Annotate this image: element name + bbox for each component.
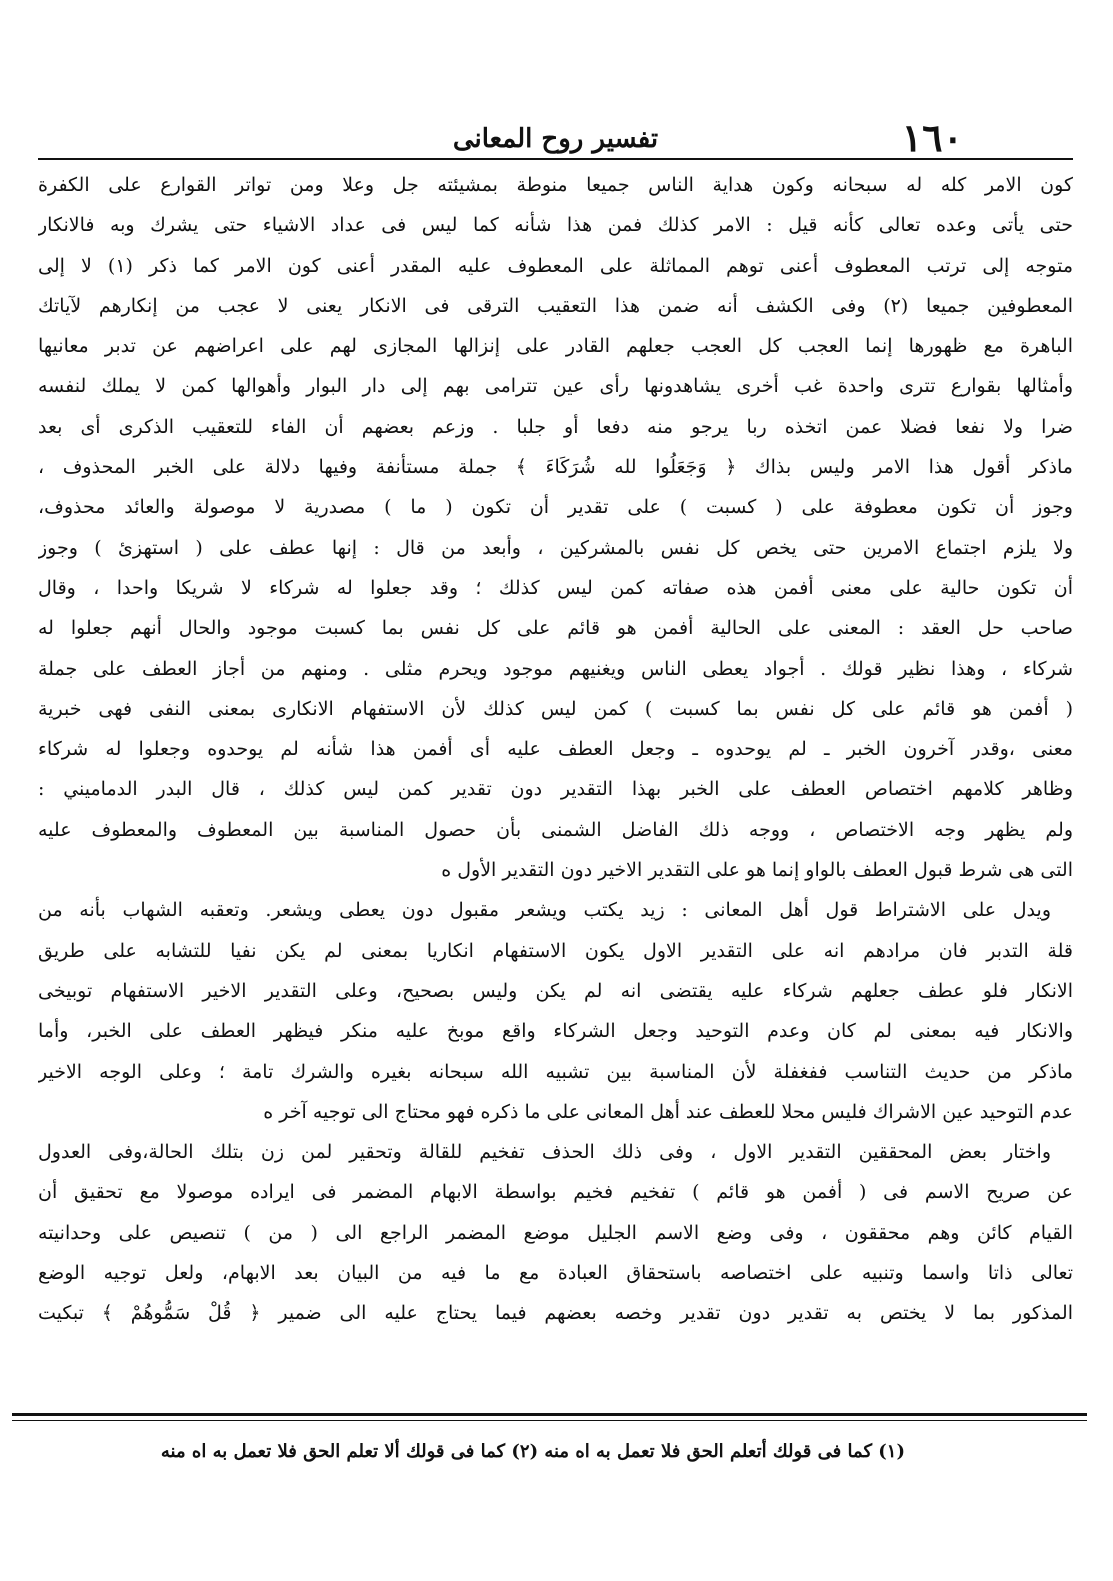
text-line: المذكور بما لا يختص به تقدير دون تقدير وخصه بعضهم فيما يحتاج عليه الى ضمير ﴿ قُلْ سَمُّوهُمْ ﴾ تبكيت (38, 1302, 1073, 1325)
text-line: وجوز أن تكون معطوفة على ( كسبت ) على تقدير أن تكون ( ما ) مصدرية لا موصولة والعائد محذوف، (38, 496, 1073, 519)
page-number: ١٦٠ (901, 115, 963, 160)
text-line: وأمثالها بقوارع تترى واحدة غب أخرى يشاهدونها رأى عين تترامى بهم إلى دار البوار وأهوالها كمن لا يملك لنفسه (38, 375, 1073, 398)
text-line: ( أفمن هو قائم على كل نفس بما كسبت ) كمن ليس كذلك لأن الاستفهام الانكارى بمعنى النفى فهى خبرية (38, 697, 1073, 720)
text-line: التى هى شرط قبول العطف بالواو إنما هو على التقدير الاخير دون التقدير الأول ه (441, 859, 1073, 882)
text-line: الانكار فلو عطف جعلهم شركاء عليه يقتضى انه لم يكن وليس بصحيح، وعلى التقدير الاخير الاستفهام توبيخى (38, 979, 1073, 1002)
footnote: (١) كما فى قولك أتعلم الحق فلا تعمل به اه منه (٢) كما فى قولك ألا تعلم الحق فلا تعمل به اه منه (160, 1441, 905, 1462)
body-text (38, 165, 1073, 1334)
text-line: قلة التدبر فان مرادهم انه على التقدير الاول يكون الاستفهام انكاريا بمعنى لم يكن نفيا للتشابه على طريق (38, 939, 1073, 962)
text-line: وظاهر كلامهم اختصاص العطف على الخبر بهذا التقدير دون تقدير كمن ليس كذلك ، قال البدر الدماميني : (38, 778, 1073, 801)
page-header (38, 115, 1073, 160)
text-line: متوجه إلى ترتب المعطوف أعنى توهم المماثلة على المعطوف عليه المقدر أعنى كون الامر كما ذكر (١) لا إلى (38, 254, 1073, 277)
footnote-rule (12, 1413, 1087, 1416)
text-line: أن تكون حالية على معنى أفمن هذه صفاته كمن ليس كذلك ؛ وقد جعلوا له شركاء لا شريكا واحدا ، وقال (38, 576, 1073, 599)
text-line: حتى يأتى وعده تعالى كأنه قيل : الامر كذلك فمن هذا شأنه كما ليس فى عداد الاشياء حتى يشرك وبه فالانكار (38, 214, 1073, 237)
text-line: واختار بعض المحققين التقدير الاول ، وفى ذلك الحذف تفخيم للقالة وتحقير لمن زن بتلك الحالة،وفى العدول (38, 1141, 1051, 1164)
text-line: عن صريح الاسم فى ( أفمن هو قائم ) تفخيم فخيم بواسطة الابهام المضمر فى ايراده موصولا مع تحقيق أن (38, 1181, 1073, 1204)
running-title: تفسير روح المعانى (452, 124, 659, 154)
text-line: ضرا ولا نفعا فضلا عمن اتخذه ربا يرجو منه دفعا أو جلبا . وزعم بعضهم أن الفاء للتعقيب الذكرى أى بعد (38, 415, 1073, 438)
text-line: شركاء ، وهذا نظير قولك . أجواد يعطى الناس ويغنيهم موجود ويحرم مثلى . ومنهم من أجاز العطف على جملة (38, 657, 1073, 680)
text-line: صاحب حل العقد : المعنى على الحالية أفمن هو قائم على كل نفس بما كسبت موجود والحال أنهم جعلوا له (38, 617, 1073, 640)
text-line: ماذكر من حديث التناسب ففغفلة لأن المناسبة بين تشبيه الله سبحانه بغيره والشرك تامة ؛ وعلى الوجه الاخير (38, 1060, 1073, 1083)
text-line: ولا يلزم اجتماع الامرين حتى يخص كل نفس بالمشركين ، وأبعد من قال : إنها عطف على ( استهزئ ) وجوز (38, 536, 1073, 559)
text-line: ويدل على الاشتراط قول أهل المعانى : زيد يكتب ويشعر مقبول دون يعطى ويشعر. وتعقبه الشهاب بأنه من (38, 899, 1051, 922)
text-line: كون الامر كله له سبحانه وكون هداية الناس جميعا منوطة بمشيئته جل وعلا ومن تواتر القوارع على الكفرة (38, 174, 1073, 196)
text-line: تعالى ذاتا واسما وتنبيه على اختصاصه باستحقاق العبادة مع ما فيه من البيان بعد الابهام، ولعل توجيه الوضع (38, 1262, 1073, 1285)
text-line: معنى ،وقدر آخرون الخبر ـ لم يوحدوه ـ وجعل العطف عليه أى أفمن هذا شأنه لم يوحدوه وجعلوا له شركاء (38, 738, 1073, 761)
text-line: الباهرة مع ظهورها إنما العجب كل العجب جعلهم القادر على إنزالها المجازى لهم على اعراضهم عن تدبر معانيها (38, 335, 1073, 358)
text-line: عدم التوحيد عين الاشراك فليس محلا للعطف عند أهل المعانى على ما ذكره فهو محتاج الى توجيه آخر ه (263, 1100, 1073, 1123)
header-rule (38, 158, 1073, 160)
footnote-rule-thin (12, 1420, 1087, 1421)
text-line: ماذكر أقول هذا الامر وليس بذاك ﴿ وَجَعَلُوا لله شُرَكَاءَ ﴾ جملة مستأنفة وفيها دلالة على الخبر المحذوف ، (38, 456, 1073, 479)
text-line: المعطوفين جميعا (٢) وفى الكشف أنه ضمن هذا التعقيب الترقى فى الانكار يعنى لا عجب من إنكارهم لآياتك (38, 294, 1073, 317)
text-line: والانكار فيه بمعنى لم كان وعدم التوحيد وجعل الشركاء واقع موبخ عليه منكر فيظهر العطف على الخبر، وأما (38, 1020, 1073, 1043)
text-line: ولم يظهر وجه الاختصاص ، ووجه ذلك الفاضل الشمنى بأن حصول المناسبة بين المعطوف والمعطوف عليه (38, 818, 1073, 841)
text-line: القيام كائن وهم محققون ، وفى وضع الاسم الجليل موضع المضمر الراجع الى ( من ) تنصيص على وحدانيته (38, 1221, 1073, 1244)
